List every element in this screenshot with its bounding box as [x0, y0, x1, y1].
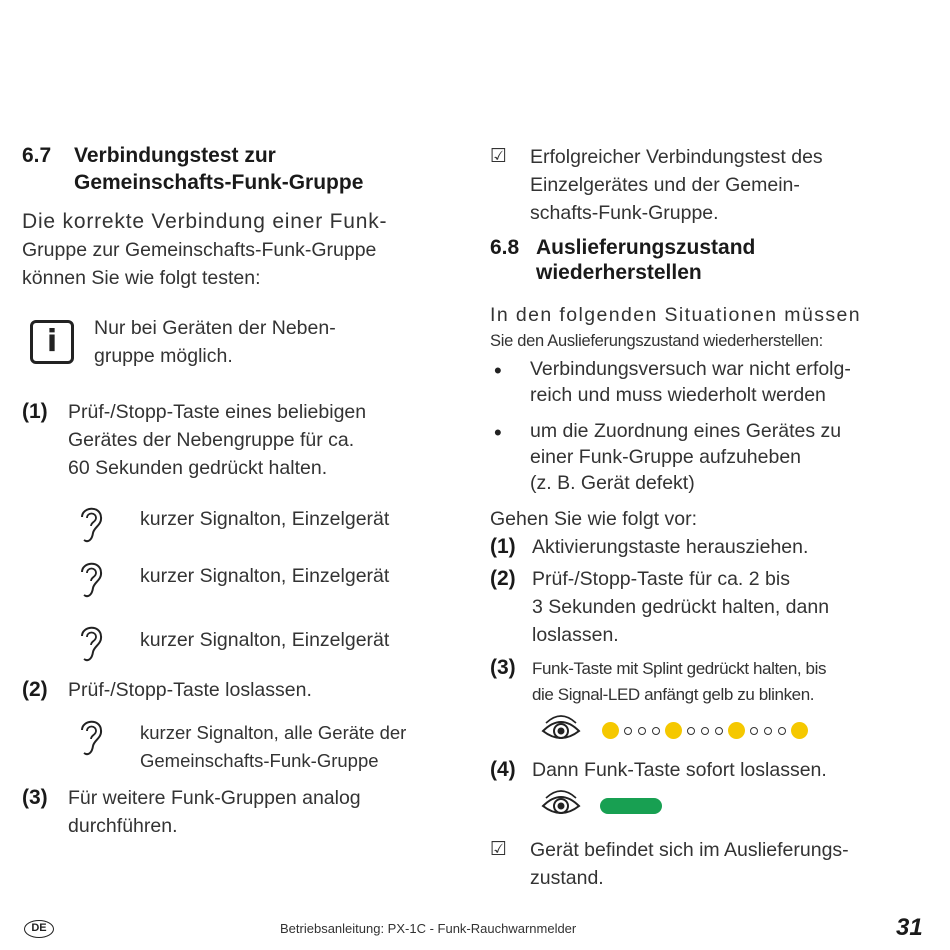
- led-off-dot: [764, 727, 772, 735]
- r-step2-line1: Prüf-/Stopp-Taste für ca. 2 bis: [532, 568, 790, 590]
- r-step3-line2: die Signal-LED anfängt gelb zu blinken.: [532, 685, 815, 704]
- led-yellow-dot: [791, 722, 808, 739]
- section-6-8-title-line1: Auslieferungszustand: [536, 236, 756, 259]
- bullet1-line2: reich und muss wiederholt werden: [530, 384, 826, 406]
- r-step3-number: (3): [490, 656, 516, 679]
- r-step3-line1: Funk-Taste mit Splint gedrückt halten, bis: [532, 659, 827, 678]
- led-off-dot: [652, 727, 660, 735]
- r-step1-text: Aktivierungstaste herausziehen.: [532, 536, 809, 558]
- signal3-text: kurzer Signalton, Einzelgerät: [140, 629, 390, 651]
- check1-line2: Einzelgerätes und der Gemein-: [530, 174, 800, 196]
- info-icon: i: [30, 320, 74, 364]
- step3-line1: Für weitere Funk-Gruppen analog: [68, 787, 361, 809]
- intro-line3: können Sie wie folgt testen:: [22, 267, 261, 289]
- country-badge: DE: [24, 920, 54, 938]
- check2-line1: Gerät befindet sich im Auslieferungs-: [530, 839, 849, 861]
- ear-icon: [76, 558, 106, 600]
- bullet-marker: •: [494, 420, 502, 445]
- info-line2: gruppe möglich.: [94, 345, 233, 367]
- section-6-8-title-line2: wiederherstellen: [536, 261, 702, 284]
- signal4-line2: Gemeinschafts-Funk-Gruppe: [140, 750, 379, 771]
- r-step4-number: (4): [490, 758, 516, 781]
- bullet-marker: •: [494, 358, 502, 383]
- step3-number: (3): [22, 786, 48, 809]
- step1-line1: Prüf-/Stopp-Taste eines beliebigen: [68, 401, 367, 423]
- r-step2-number: (2): [490, 567, 516, 590]
- footer-title: Betriebsanleitung: PX-1C - Funk-Rauchwarnmelder: [280, 921, 577, 936]
- page-number: 31: [896, 914, 923, 941]
- step1-line2: Gerätes der Nebengruppe für ca.: [68, 429, 355, 451]
- ear-icon: [76, 622, 106, 664]
- section-6-7-title-line1: Verbindungstest zur: [74, 144, 276, 167]
- proceed-text: Gehen Sie wie folgt vor:: [490, 508, 698, 530]
- check1-line3: schafts-Funk-Gruppe.: [530, 202, 719, 224]
- ear-icon: [76, 503, 106, 545]
- r-step4-text: Dann Funk-Taste sofort loslassen.: [532, 759, 827, 781]
- intro-line1: Die korrekte Verbindung einer Funk-: [22, 210, 388, 233]
- step1-number: (1): [22, 400, 48, 423]
- info-line1: Nur bei Geräten der Neben-: [94, 317, 336, 339]
- r-step2-line3: loslassen.: [532, 624, 619, 646]
- section-6-8-number: 6.8: [490, 236, 520, 259]
- signal1-text: kurzer Signalton, Einzelgerät: [140, 508, 390, 530]
- r-step2-line2: 3 Sekunden gedrückt halten, dann: [532, 596, 830, 618]
- ear-icon: [76, 716, 106, 758]
- step2-number: (2): [22, 678, 48, 701]
- led-off-dot: [638, 727, 646, 735]
- check1-line1: Erfolgreicher Verbindungstest des: [530, 146, 823, 168]
- led-yellow-dot: [665, 722, 682, 739]
- led-green-steady: [600, 798, 662, 814]
- led-off-dot: [750, 727, 758, 735]
- led-blink-sequence: [600, 721, 810, 741]
- checkbox-icon: ☑: [490, 146, 508, 167]
- signal4-line1: kurzer Signalton, alle Geräte der: [140, 722, 407, 743]
- led-off-dot: [624, 727, 632, 735]
- led-yellow-dot: [602, 722, 619, 739]
- led-off-dot: [687, 727, 695, 735]
- bullet2-line3: (z. B. Gerät defekt): [530, 472, 695, 494]
- led-yellow-dot: [728, 722, 745, 739]
- step3-line2: durchführen.: [68, 815, 178, 837]
- led-off-dot: [715, 727, 723, 735]
- section-6-7-title-line2: Gemeinschafts-Funk-Gruppe: [74, 171, 364, 194]
- bullet1-line1: Verbindungsversuch war nicht erfolg-: [530, 358, 851, 380]
- bullet2-line2: einer Funk-Gruppe aufzuheben: [530, 446, 802, 468]
- section-6-7-number: 6.7: [22, 144, 52, 167]
- situations-intro-line2: Sie den Auslieferungszustand wiederherstellen:: [490, 332, 823, 350]
- led-off-dot: [778, 727, 786, 735]
- checkbox-icon: ☑: [490, 839, 508, 860]
- led-off-dot: [701, 727, 709, 735]
- signal2-text: kurzer Signalton, Einzelgerät: [140, 565, 390, 587]
- step1-line3: 60 Sekunden gedrückt halten.: [68, 457, 328, 479]
- eye-icon: [540, 715, 582, 745]
- r-step1-number: (1): [490, 535, 516, 558]
- eye-icon: [540, 790, 582, 820]
- step2-text: Prüf-/Stopp-Taste loslassen.: [68, 679, 312, 701]
- intro-line2: Gruppe zur Gemeinschafts-Funk-Gruppe: [22, 239, 377, 261]
- situations-intro-line1: In den folgenden Situationen müssen: [490, 304, 861, 326]
- check2-line2: zustand.: [530, 867, 604, 889]
- bullet2-line1: um die Zuordnung eines Gerätes zu: [530, 420, 842, 442]
